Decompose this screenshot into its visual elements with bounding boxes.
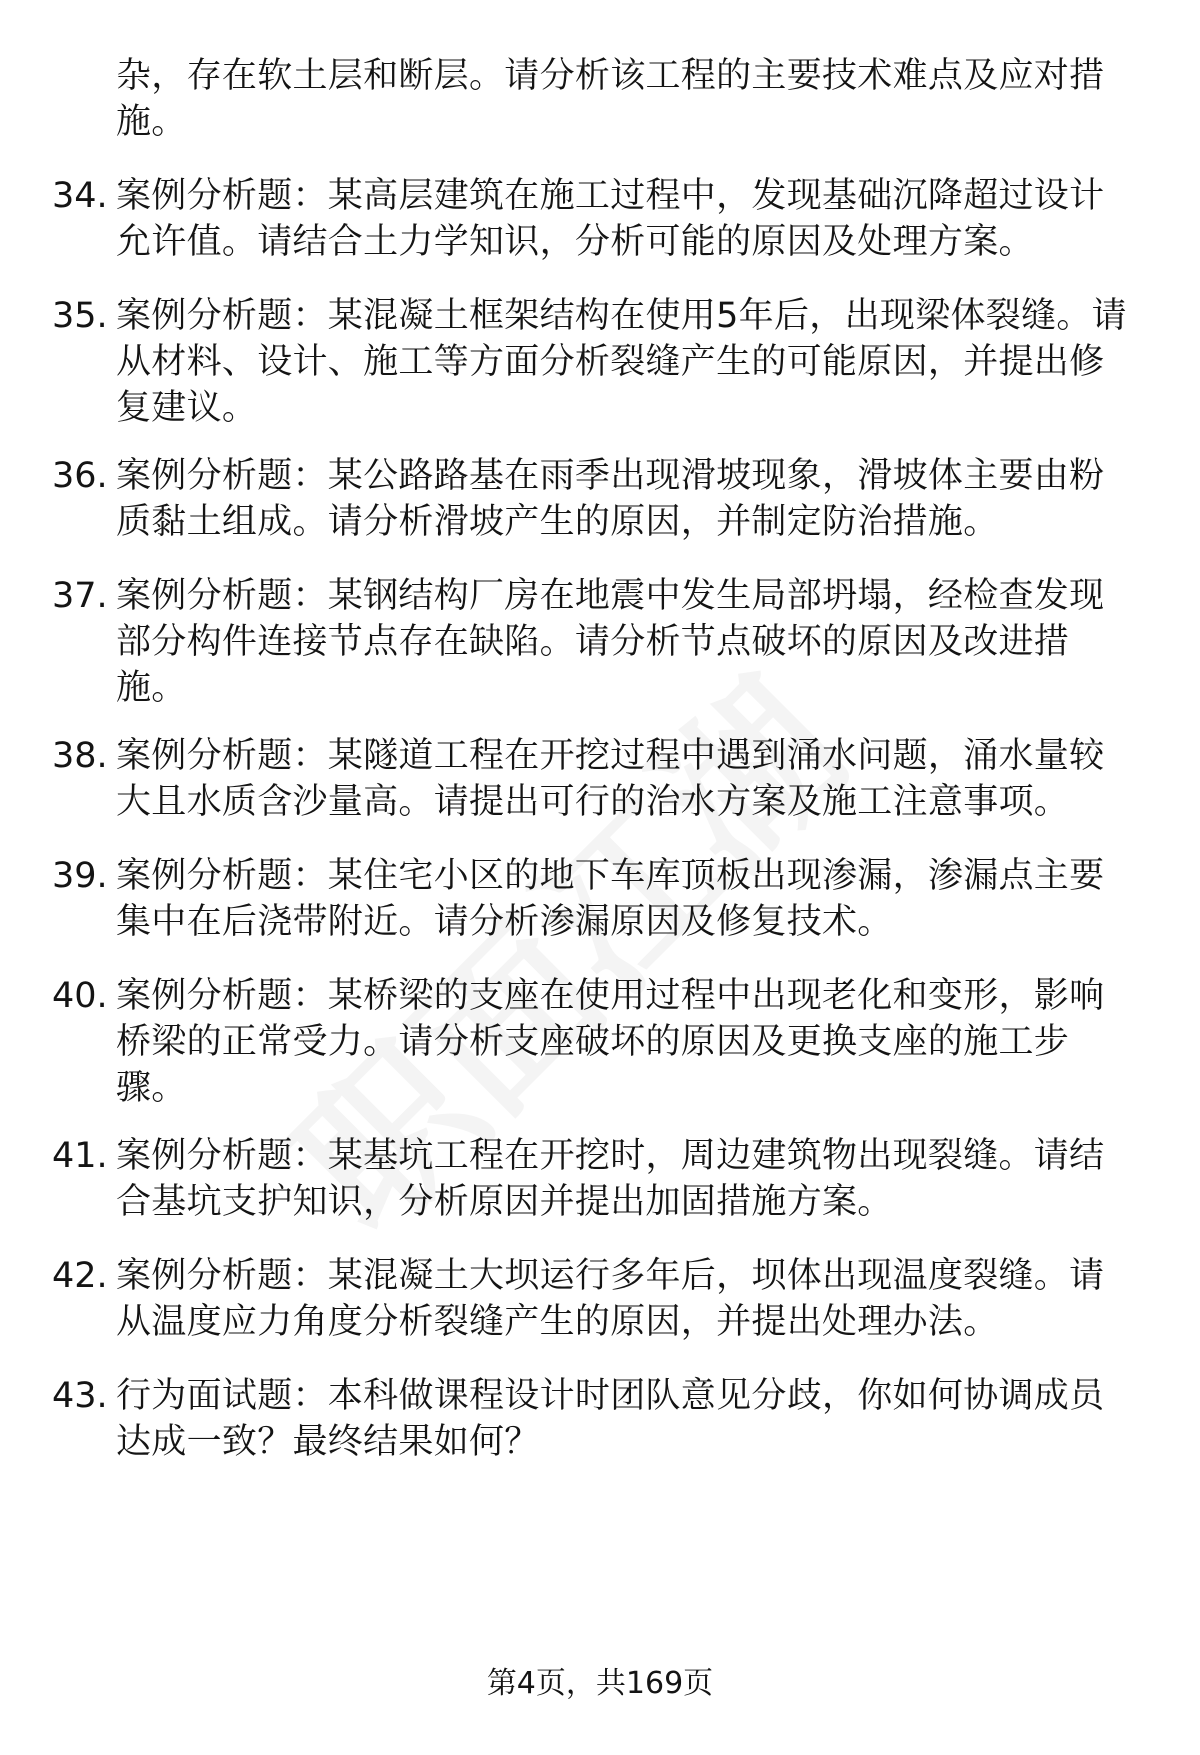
question-line: 行为面试题：本科做课程设计时团队意见分歧，你如何协调成员 [116, 1376, 1105, 1416]
question-line: 案例分析题：某高层建筑在施工过程中，发现基础沉降超过设计 [116, 176, 1105, 216]
question-line: 案例分析题：某住宅小区的地下车库顶板出现渗漏，渗漏点主要 [116, 856, 1105, 896]
question-line: 施。 [116, 102, 187, 142]
question-number: 42. [52, 1256, 108, 1296]
question-line: 桥梁的正常受力。请分析支座破坏的原因及更换支座的施工步 [116, 1022, 1070, 1062]
question-line: 案例分析题：某钢结构厂房在地震中发生局部坍塌，经检查发现 [116, 576, 1105, 616]
question-line: 案例分析题：某混凝土大坝运行多年后，坝体出现温度裂缝。请 [116, 1256, 1105, 1296]
question-line: 合基坑支护知识，分析原因并提出加固措施方案。 [116, 1182, 893, 1222]
question-line: 杂，存在软土层和断层。请分析该工程的主要技术难点及应对措 [116, 56, 1105, 96]
question-line: 集中在后浇带附近。请分析渗漏原因及修复技术。 [116, 902, 893, 942]
question-number: 36. [52, 456, 108, 496]
question-line: 复建议。 [116, 388, 258, 428]
question-line: 允许值。请结合土力学知识，分析可能的原因及处理方案。 [116, 222, 1034, 262]
question-line: 施。 [116, 668, 187, 708]
question-line: 案例分析题：某隧道工程在开挖过程中遇到涌水问题，涌水量较 [116, 736, 1105, 776]
page-footer: 第4页，共169页 [486, 1666, 714, 1701]
question-line: 从温度应力角度分析裂缝产生的原因，并提出处理办法。 [116, 1302, 999, 1342]
question-number: 34. [52, 176, 108, 216]
question-line: 案例分析题：某公路路基在雨季出现滑坡现象，滑坡体主要由粉 [116, 456, 1105, 496]
question-line: 案例分析题：某基坑工程在开挖时，周边建筑物出现裂缝。请结 [116, 1136, 1105, 1176]
question-number: 41. [52, 1136, 108, 1176]
question-number: 39. [52, 856, 108, 896]
question-line: 部分构件连接节点存在缺陷。请分析节点破坏的原因及改进措 [116, 622, 1070, 662]
question-number: 38. [52, 736, 108, 776]
question-number: 40. [52, 976, 108, 1016]
question-line: 大且水质含沙量高。请提出可行的治水方案及施工注意事项。 [116, 782, 1070, 822]
question-line: 达成一致？最终结果如何？ [116, 1422, 540, 1462]
question-number: 37. [52, 576, 108, 616]
question-line: 骤。 [116, 1068, 187, 1108]
question-line: 案例分析题：某混凝土框架结构在使用5年后，出现梁体裂缝。请 [116, 296, 1127, 336]
question-number: 35. [52, 296, 108, 336]
question-line: 案例分析题：某桥梁的支座在使用过程中出现老化和变形，影响 [116, 976, 1105, 1016]
question-number: 43. [52, 1376, 108, 1416]
question-line: 从材料、设计、施工等方面分析裂缝产生的可能原因，并提出修 [116, 342, 1105, 382]
question-line: 质黏土组成。请分析滑坡产生的原因，并制定防治措施。 [116, 502, 999, 542]
